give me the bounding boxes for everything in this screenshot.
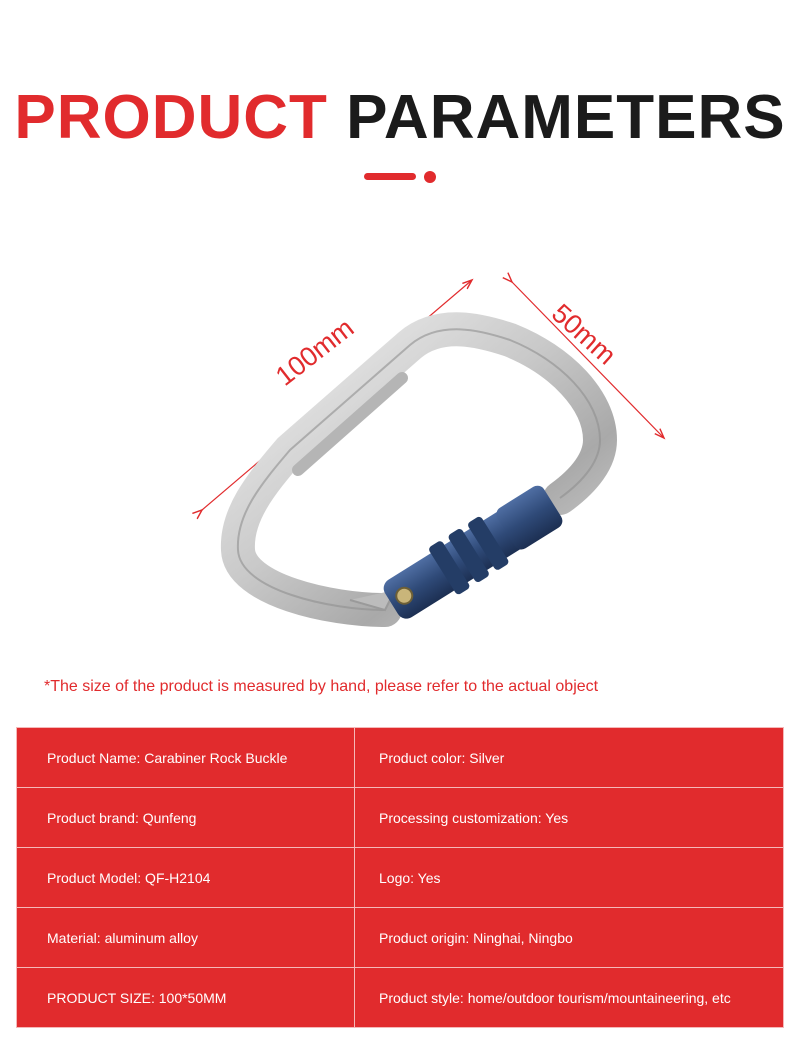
dimension-label-length: 100mm [270, 312, 360, 392]
table-row [17, 848, 784, 908]
param-cell: Product style: home/outdoor tourism/mountaineering, etc [355, 968, 784, 1028]
param-cell: PRODUCT SIZE: 100*50MM [17, 968, 355, 1028]
param-cell: Processing customization: Yes [355, 788, 784, 848]
param-cell: Product Name: Carabiner Rock Buckle [17, 728, 355, 788]
table-row [17, 788, 784, 848]
param-cell: Logo: Yes [355, 848, 784, 908]
param-cell: Product Model: QF-H2104 [17, 848, 355, 908]
param-cell: Product color: Silver [355, 728, 784, 788]
measurement-note: *The size of the product is measured by hand, please refer to the actual object [44, 678, 599, 695]
page-title [0, 78, 800, 158]
carabiner-image [180, 260, 680, 660]
dimension-label-width: 50mm [545, 298, 622, 371]
param-cell: Product origin: Ninghai, Ningbo [355, 908, 784, 968]
title-black-word: PARAMETERS [346, 83, 786, 152]
title-red-word: PRODUCT [14, 83, 328, 152]
title-divider-bar [364, 173, 416, 180]
table-row [17, 968, 784, 1028]
parameters-table [16, 727, 784, 1028]
table-row [17, 908, 784, 968]
param-cell: Material: aluminum alloy [17, 908, 355, 968]
title-divider-dot [424, 171, 436, 183]
table-row [17, 728, 784, 788]
param-cell: Product brand: Qunfeng [17, 788, 355, 848]
